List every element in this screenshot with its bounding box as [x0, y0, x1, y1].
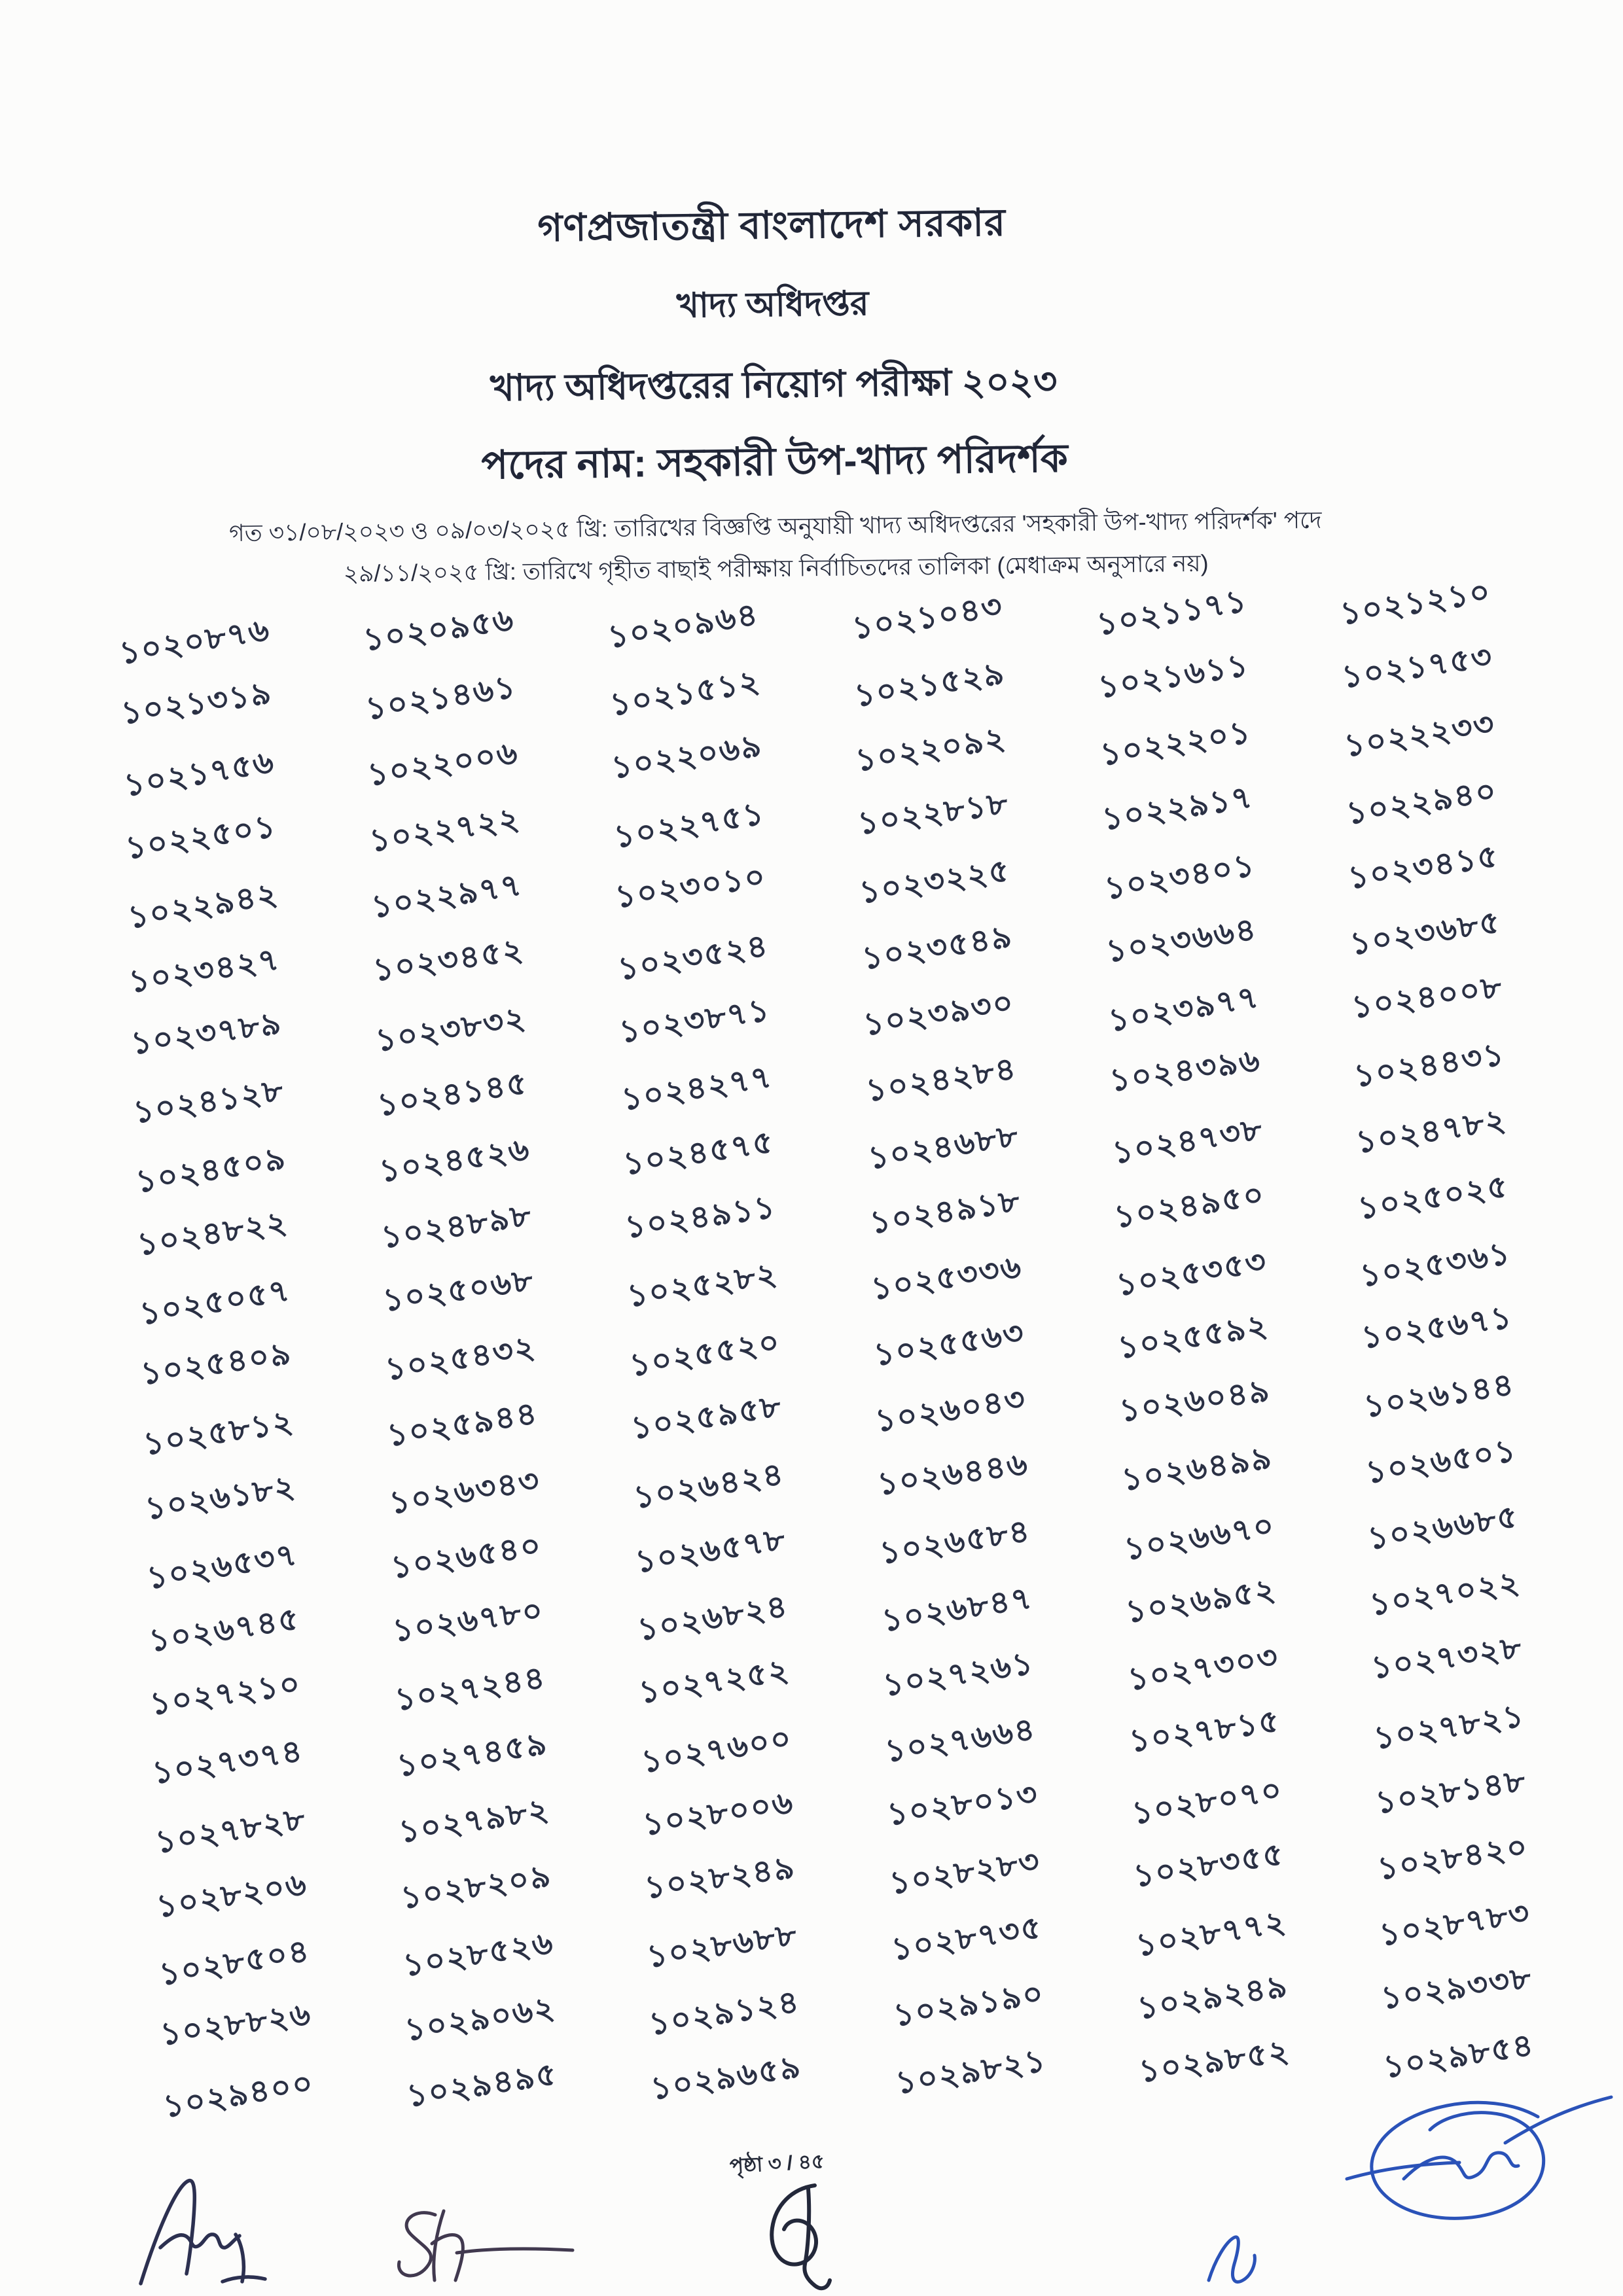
roll-number: ১০২৮৬৮৮ [645, 1917, 800, 1975]
roll-number: ১০২৩৬৬৪ [1103, 911, 1260, 970]
roll-number: ১০২৫০৬৮ [380, 1263, 537, 1318]
roll-number: ১০২৮৮২৬ [158, 1996, 313, 2053]
roll-number: ১০২২৫০১ [122, 809, 279, 866]
roll-number: ১০২৯১৯০ [891, 1976, 1046, 2034]
roll-number: ১০২০৯৫৬ [361, 602, 517, 658]
roll-number: ১০২৪২৮৪ [863, 1051, 1019, 1109]
roll-number: ১০২৮০১৩ [884, 1776, 1041, 1833]
roll-number: ১০২২৭২২ [366, 801, 523, 859]
roll-number: ১০২৬৯৫২ [1123, 1572, 1279, 1630]
roll-number: ১০২৭২১০ [148, 1666, 304, 1722]
roll-number: ১০২৭৪৫৯ [394, 1726, 550, 1784]
roll-number: ১০২১১৭১ [1094, 583, 1250, 643]
roll-number: ১০২৫০৫৭ [137, 1273, 293, 1332]
roll-number: ১০২২৮১৮ [855, 786, 1011, 842]
roll-number: ১০২৪৮২২ [134, 1205, 291, 1263]
roll-number: ১০২৪৫৭৫ [621, 1124, 777, 1182]
roll-number: ১০২৩৯৭৭ [1105, 980, 1262, 1039]
roll-number: ১০২৪৫২৬ [376, 1131, 533, 1190]
handwritten-signature-center [753, 2176, 847, 2293]
roll-number: ১০২৬৮২৪ [635, 1589, 791, 1648]
roll-number: ১০২৭৬০০ [639, 1721, 795, 1780]
roll-number: ১০২৯৮৫২ [1137, 2034, 1293, 2090]
roll-number: ১০২৫৮১২ [141, 1404, 296, 1462]
post-title: পদের নাম: সহকারী উপ-খাদ্য পরিদর্শক [481, 436, 1069, 487]
roll-number: ১০২৬৪২৪ [631, 1457, 787, 1516]
roll-number: ১০২৬৪৪৬ [874, 1446, 1031, 1502]
roll-number: ১০২৭৯৮২ [396, 1792, 552, 1850]
roll-number: ১০২৬৬৭০ [1121, 1508, 1277, 1567]
roll-number: ১০২৮৫২৬ [401, 1925, 556, 1984]
roll-number: ১০২৩৬৮৫ [1347, 904, 1504, 963]
roll-number: ১০২২০৯২ [853, 720, 1009, 779]
roll-number: ১০২১৭৫৩ [1340, 639, 1495, 695]
roll-number: ১০২৭২৪৪ [392, 1660, 548, 1718]
roll-number: ১০২৩৪০১ [1101, 847, 1258, 907]
handwritten-signature-main-blue [1342, 2091, 1616, 2251]
roll-number: ১০২৯৪৯৫ [404, 2057, 560, 2114]
roll-number: ১০২৪৪৩১ [1351, 1036, 1508, 1095]
roll-number: ১০২৬০৪৩ [873, 1381, 1029, 1439]
roll-number: ১০২৩৪২৭ [127, 942, 283, 1000]
handwritten-signature-second [386, 2202, 582, 2287]
roll-number: ১০২৫৩৩৬ [869, 1249, 1025, 1307]
roll-number: ১০২৭৩৭৪ [150, 1733, 306, 1791]
roll-number: ১০২৬৫৩৭ [145, 1537, 301, 1597]
roll-number: ১০২৫০২৫ [1355, 1169, 1512, 1226]
roll-number: ১০২১২১০ [1338, 574, 1494, 632]
roll-number: ১০২৪২৭৭ [619, 1059, 776, 1118]
roll-number: ১০২৩৪৫২ [370, 932, 527, 989]
roll-number: ১০২৩৫৪৯ [859, 919, 1015, 977]
roll-number: ১০২৬১৪৪ [1361, 1367, 1518, 1424]
roll-number: ১০২৮৩৫৫ [1131, 1837, 1287, 1894]
roll-number: ১০২৪৭৮২ [1353, 1103, 1510, 1161]
roll-number: ১০২১৩১৯ [118, 675, 274, 732]
roll-number: ১০২৬৩৪৩ [387, 1463, 543, 1521]
roll-number: ১০২৮১৪৮ [1373, 1763, 1529, 1821]
roll-number: ১০২২৯১৭ [1099, 779, 1256, 838]
roll-number: ১০২৫৯৪৪ [384, 1396, 541, 1454]
roll-number: ১০২৬৭৪৫ [146, 1601, 302, 1659]
handwritten-signature-left [131, 2169, 308, 2290]
roll-number: ১০২৩২২৫ [857, 853, 1013, 911]
roll-number: ১০২৫৪৩২ [382, 1330, 539, 1388]
roll-number: ১০২৪৯৫০ [1111, 1177, 1268, 1235]
roll-number: ১০২২৯৪২ [125, 876, 281, 936]
roll-number: ১০২১৪৬১ [363, 669, 519, 727]
roll-number: ১০২৭৮২৮ [152, 1801, 309, 1861]
roll-number: ১০২৯৩৩৮ [1379, 1960, 1535, 2017]
roll-number: ১০২৬০৪৯ [1117, 1373, 1273, 1429]
roll-number: ১০২৮০০৬ [641, 1785, 796, 1843]
roll-number: ১০২৩৭৮৯ [128, 1006, 284, 1062]
roll-number: ১০২৮৪২০ [1375, 1829, 1531, 1887]
roll-number: ১০২৯৬৫৯ [649, 2049, 804, 2107]
roll-number: ১০২৬৪৯৯ [1119, 1440, 1275, 1498]
roll-number: ১০২১৬১১ [1096, 647, 1252, 705]
roll-number: ১০২৮৫০৪ [156, 1934, 313, 1992]
roll-number: ১০২৫৯৫৮ [629, 1388, 785, 1447]
page-number: পৃষ্ঠা ৩ / ৪৫ [729, 2149, 825, 2178]
roll-number: ১০২২২০১ [1097, 715, 1254, 773]
roll-number: ১০২৯৮২১ [893, 2043, 1049, 2101]
roll-number: ১০২৬৫৮৪ [877, 1513, 1033, 1571]
roll-number-table [72, 569, 1582, 2131]
roll-number: ১০২৪১২৮ [130, 1072, 287, 1131]
exam-title: খাদ্য অধিদপ্তরের নিয়োগ পরীক্ষা ২০২৩ [490, 360, 1058, 409]
roll-number: ১০২৮২০৯ [398, 1858, 554, 1916]
roll-number: ১০২৪৬৮৮ [865, 1118, 1022, 1176]
roll-number: ১০২২০৬৯ [609, 728, 765, 786]
roll-number: ১০২৯২৪৯ [1135, 1968, 1291, 2026]
government-title: গণপ্রজাতন্ত্রী বাংলাদেশ সরকার [537, 201, 1007, 250]
department-title: খাদ্য অধিদপ্তর [676, 285, 869, 325]
roll-number: ১০২৬৫৪০ [388, 1528, 544, 1586]
notice-line-1: গত ৩১/০৮/২০২৩ ও ০৯/০৩/২০২৫ খ্রি: তারিখের বিজ্ঞপ্তি অনুযায়ী খাদ্য অধিদপ্তরের 'সহকারী উপ-খাদ্য পরিদর্শক' পদে [228, 506, 1322, 547]
handwritten-initial-blue [1201, 2228, 1273, 2296]
roll-number: ১০২৫৩৫৩ [1113, 1244, 1270, 1303]
roll-number: ১০২৫৩৬১ [1357, 1235, 1514, 1294]
roll-number: ১০২৭২৬১ [881, 1646, 1037, 1703]
roll-number: ১০২৪৯১১ [622, 1190, 779, 1245]
roll-number: ১০২৮৭৩৫ [889, 1910, 1044, 1968]
roll-number: ১০২৪৮৯৮ [378, 1197, 535, 1256]
roll-number: ১০২২৭৫১ [611, 796, 768, 855]
roll-number: ১০২৮২৮৩ [887, 1844, 1043, 1901]
roll-number: ১০২৬৫০১ [1363, 1433, 1520, 1491]
roll-number: ১০২৮২৪৯ [642, 1850, 798, 1906]
document-header [0, 0, 1538, 588]
roll-number: ১০২৫৫২০ [627, 1324, 783, 1384]
roll-number: ১০২৮০৭০ [1129, 1772, 1285, 1831]
roll-number: ১০২৭০২২ [1367, 1565, 1524, 1623]
roll-number: ১০২৭৮১৫ [1127, 1703, 1283, 1759]
roll-number: ১০২৩৪১৫ [1346, 838, 1502, 896]
roll-number: ১০২৬৮৪৭ [879, 1580, 1035, 1639]
roll-number: ১০২৯৪০০ [160, 2066, 317, 2125]
roll-number: ১০২২২৩৩ [1342, 706, 1498, 764]
roll-number: ১০২৯১২৪ [647, 1984, 802, 2043]
roll-number: ১০২৭২৫২ [637, 1653, 793, 1710]
roll-number: ১০২৪০০৮ [1349, 969, 1505, 1025]
roll-number: ১০২২৯৪০ [1344, 773, 1500, 832]
roll-number: ১০২৬৫৭৮ [633, 1522, 789, 1580]
roll-number: ১০২৩৮৭১ [617, 992, 773, 1050]
roll-number: ১০২৫৬৭১ [1359, 1299, 1515, 1356]
roll-number: ১০২৩৫২৪ [615, 928, 772, 987]
roll-number: ১০২৭৩২৮ [1369, 1630, 1525, 1686]
roll-number: ১০২৮৭৮৩ [1377, 1895, 1533, 1953]
roll-number: ১০২৬৬৮৫ [1365, 1499, 1522, 1557]
notice-line-2: ২৯/১১/২০২৫ খ্রি: তারিখে গৃহীত বাছাই পরীক্ষায় নির্বাচিতদের তালিকা (মেধাক্রম অনুসারে নয়) [343, 549, 1209, 588]
roll-number: ১০২৩০১০ [613, 859, 769, 915]
roll-number: ১০২৭৩০৩ [1125, 1639, 1281, 1698]
roll-number: ১০২৯০৬২ [402, 1990, 558, 2048]
roll-number: ১০২৩৮৩২ [373, 1000, 529, 1059]
roll-number: ১০২২৯৭৭ [368, 867, 525, 925]
roll-number: ১০২২০০৬ [365, 735, 521, 793]
roll-number: ১০২৭৮২১ [1371, 1698, 1527, 1756]
roll-number: ১০২৪৯১৮ [867, 1183, 1023, 1241]
roll-number: ১০২০৮৭৬ [117, 612, 274, 671]
roll-number: ১০২৮২০৬ [154, 1866, 310, 1925]
roll-number: ১০২০৯৬৪ [605, 597, 762, 655]
roll-number: ১০২৫৫৯২ [1115, 1308, 1272, 1366]
roll-number: ১০২৬৭৮০ [390, 1593, 546, 1649]
roll-number: ১০২৯৮৫৪ [1381, 2027, 1537, 2085]
roll-number: ১০২৫২৮২ [625, 1256, 781, 1315]
roll-number: ১০২৩৯৩০ [861, 985, 1017, 1043]
roll-number: ১০২৬১৮২ [142, 1469, 298, 1527]
roll-number: ১০২১৭৫৬ [121, 744, 277, 804]
roll-number: ১০২৫৫৬৩ [871, 1315, 1027, 1373]
roll-number: ১০২৪১৪৫ [375, 1065, 531, 1123]
roll-number: ১০২৫৪০৯ [138, 1336, 294, 1392]
roll-number: ১০২৮৭৭২ [1133, 1904, 1289, 1964]
roll-number: ১০২১৫১২ [607, 663, 764, 723]
roll-number: ১০২১৫২৯ [851, 656, 1008, 714]
roll-number: ১০২৪৭৩৮ [1109, 1112, 1266, 1171]
roll-number: ১০২৪৫০৯ [133, 1140, 289, 1200]
roll-number: ১০২৪৩৯৬ [1107, 1042, 1263, 1099]
roll-number: ১০২৭৬৬৪ [883, 1712, 1039, 1769]
roll-number: ১০২১০৪৩ [849, 588, 1005, 646]
